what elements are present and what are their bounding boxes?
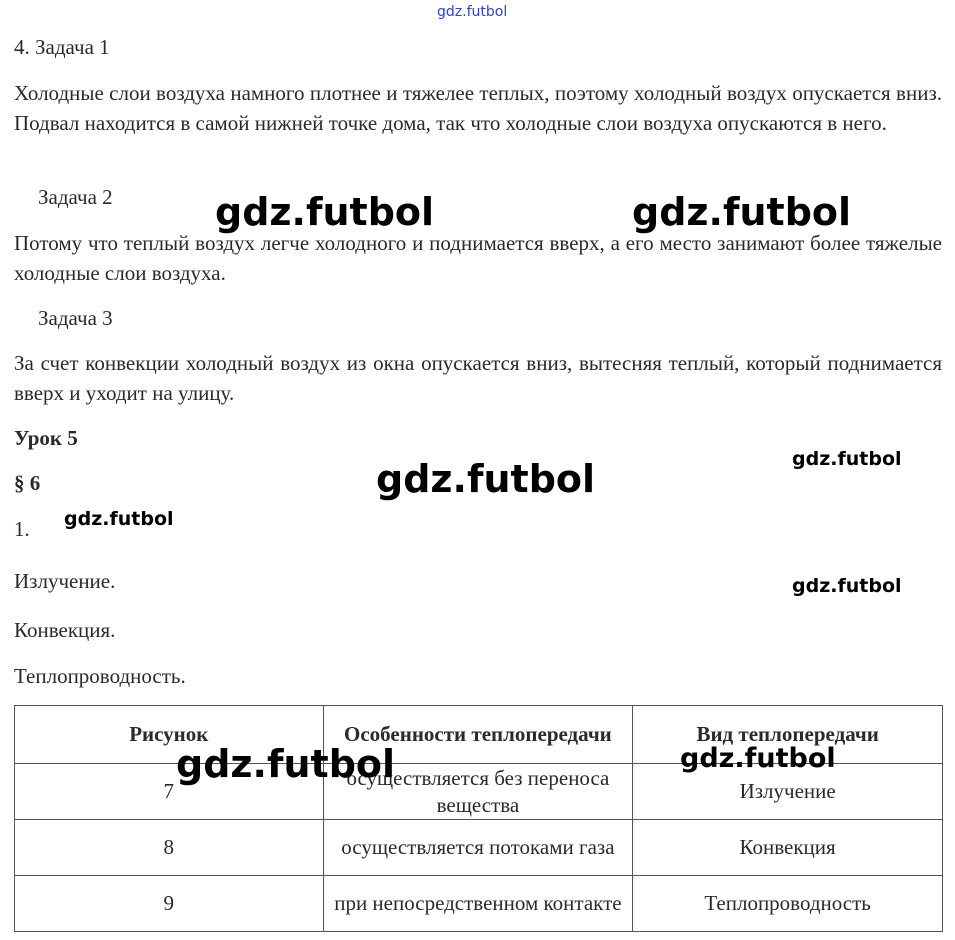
header-figure: Рисунок: [15, 706, 324, 764]
task-1-heading: 4. Задача 1: [14, 35, 110, 59]
cell-feature: осуществляется потоками газа: [323, 820, 633, 876]
task-3-heading: Задача 3: [38, 306, 113, 330]
cell-type: Теплопроводность: [633, 876, 943, 932]
watermark-top: gdz.futbol: [437, 4, 508, 20]
task-3-text: За счет конвекции холодный воздух из окна опускается вниз, вытесняя теплый, который поднимается вверх и уходит на улицу.: [14, 351, 942, 405]
header-type: Вид теплопередачи: [633, 706, 943, 764]
cell-feature: осуществляется без переноса вещества: [323, 764, 633, 820]
answer-radiation: Излучение.: [14, 569, 116, 593]
heat-transfer-table: [14, 705, 943, 932]
watermark: gdz.futbol: [376, 457, 596, 501]
section-heading: § 6: [14, 471, 41, 495]
cell-type: Конвекция: [633, 820, 943, 876]
task-2-text: Потому что теплый воздух легче холодного и поднимается вверх, а его место занимают более тяжелые холодные слои воздуха.: [14, 231, 942, 285]
cell-figure: 8: [15, 820, 324, 876]
answer-convection: Конвекция.: [14, 618, 116, 642]
cell-type: Излучение: [633, 764, 943, 820]
watermark: gdz.futbol: [215, 190, 435, 234]
answer-conduction: Теплопроводность.: [14, 664, 186, 688]
lesson-heading: Урок 5: [14, 426, 78, 450]
table-row: [15, 820, 943, 876]
table-row: [15, 876, 943, 932]
watermark: gdz.futbol: [680, 743, 836, 774]
cell-figure: 9: [15, 876, 324, 932]
task-2-heading: Задача 2: [38, 185, 113, 209]
header-feature: Особенности теплопередачи: [323, 706, 633, 764]
watermark: gdz.futbol: [632, 190, 852, 234]
watermark: gdz.futbol: [176, 742, 396, 786]
watermark: gdz.futbol: [792, 575, 902, 597]
cell-feature: при непосредственном контакте: [323, 876, 633, 932]
watermark: gdz.futbol: [792, 448, 902, 470]
cell-figure: 7: [15, 764, 324, 820]
watermark: gdz.futbol: [64, 508, 174, 530]
item-number: 1.: [14, 517, 30, 541]
task-1-text: Холодные слои воздуха намного плотнее и тяжелее теплых, поэтому холодный воздух опускается вниз. Подвал находится в самой нижней точке дома, так что холодные слои воздуха опускаются в него.: [14, 81, 942, 135]
